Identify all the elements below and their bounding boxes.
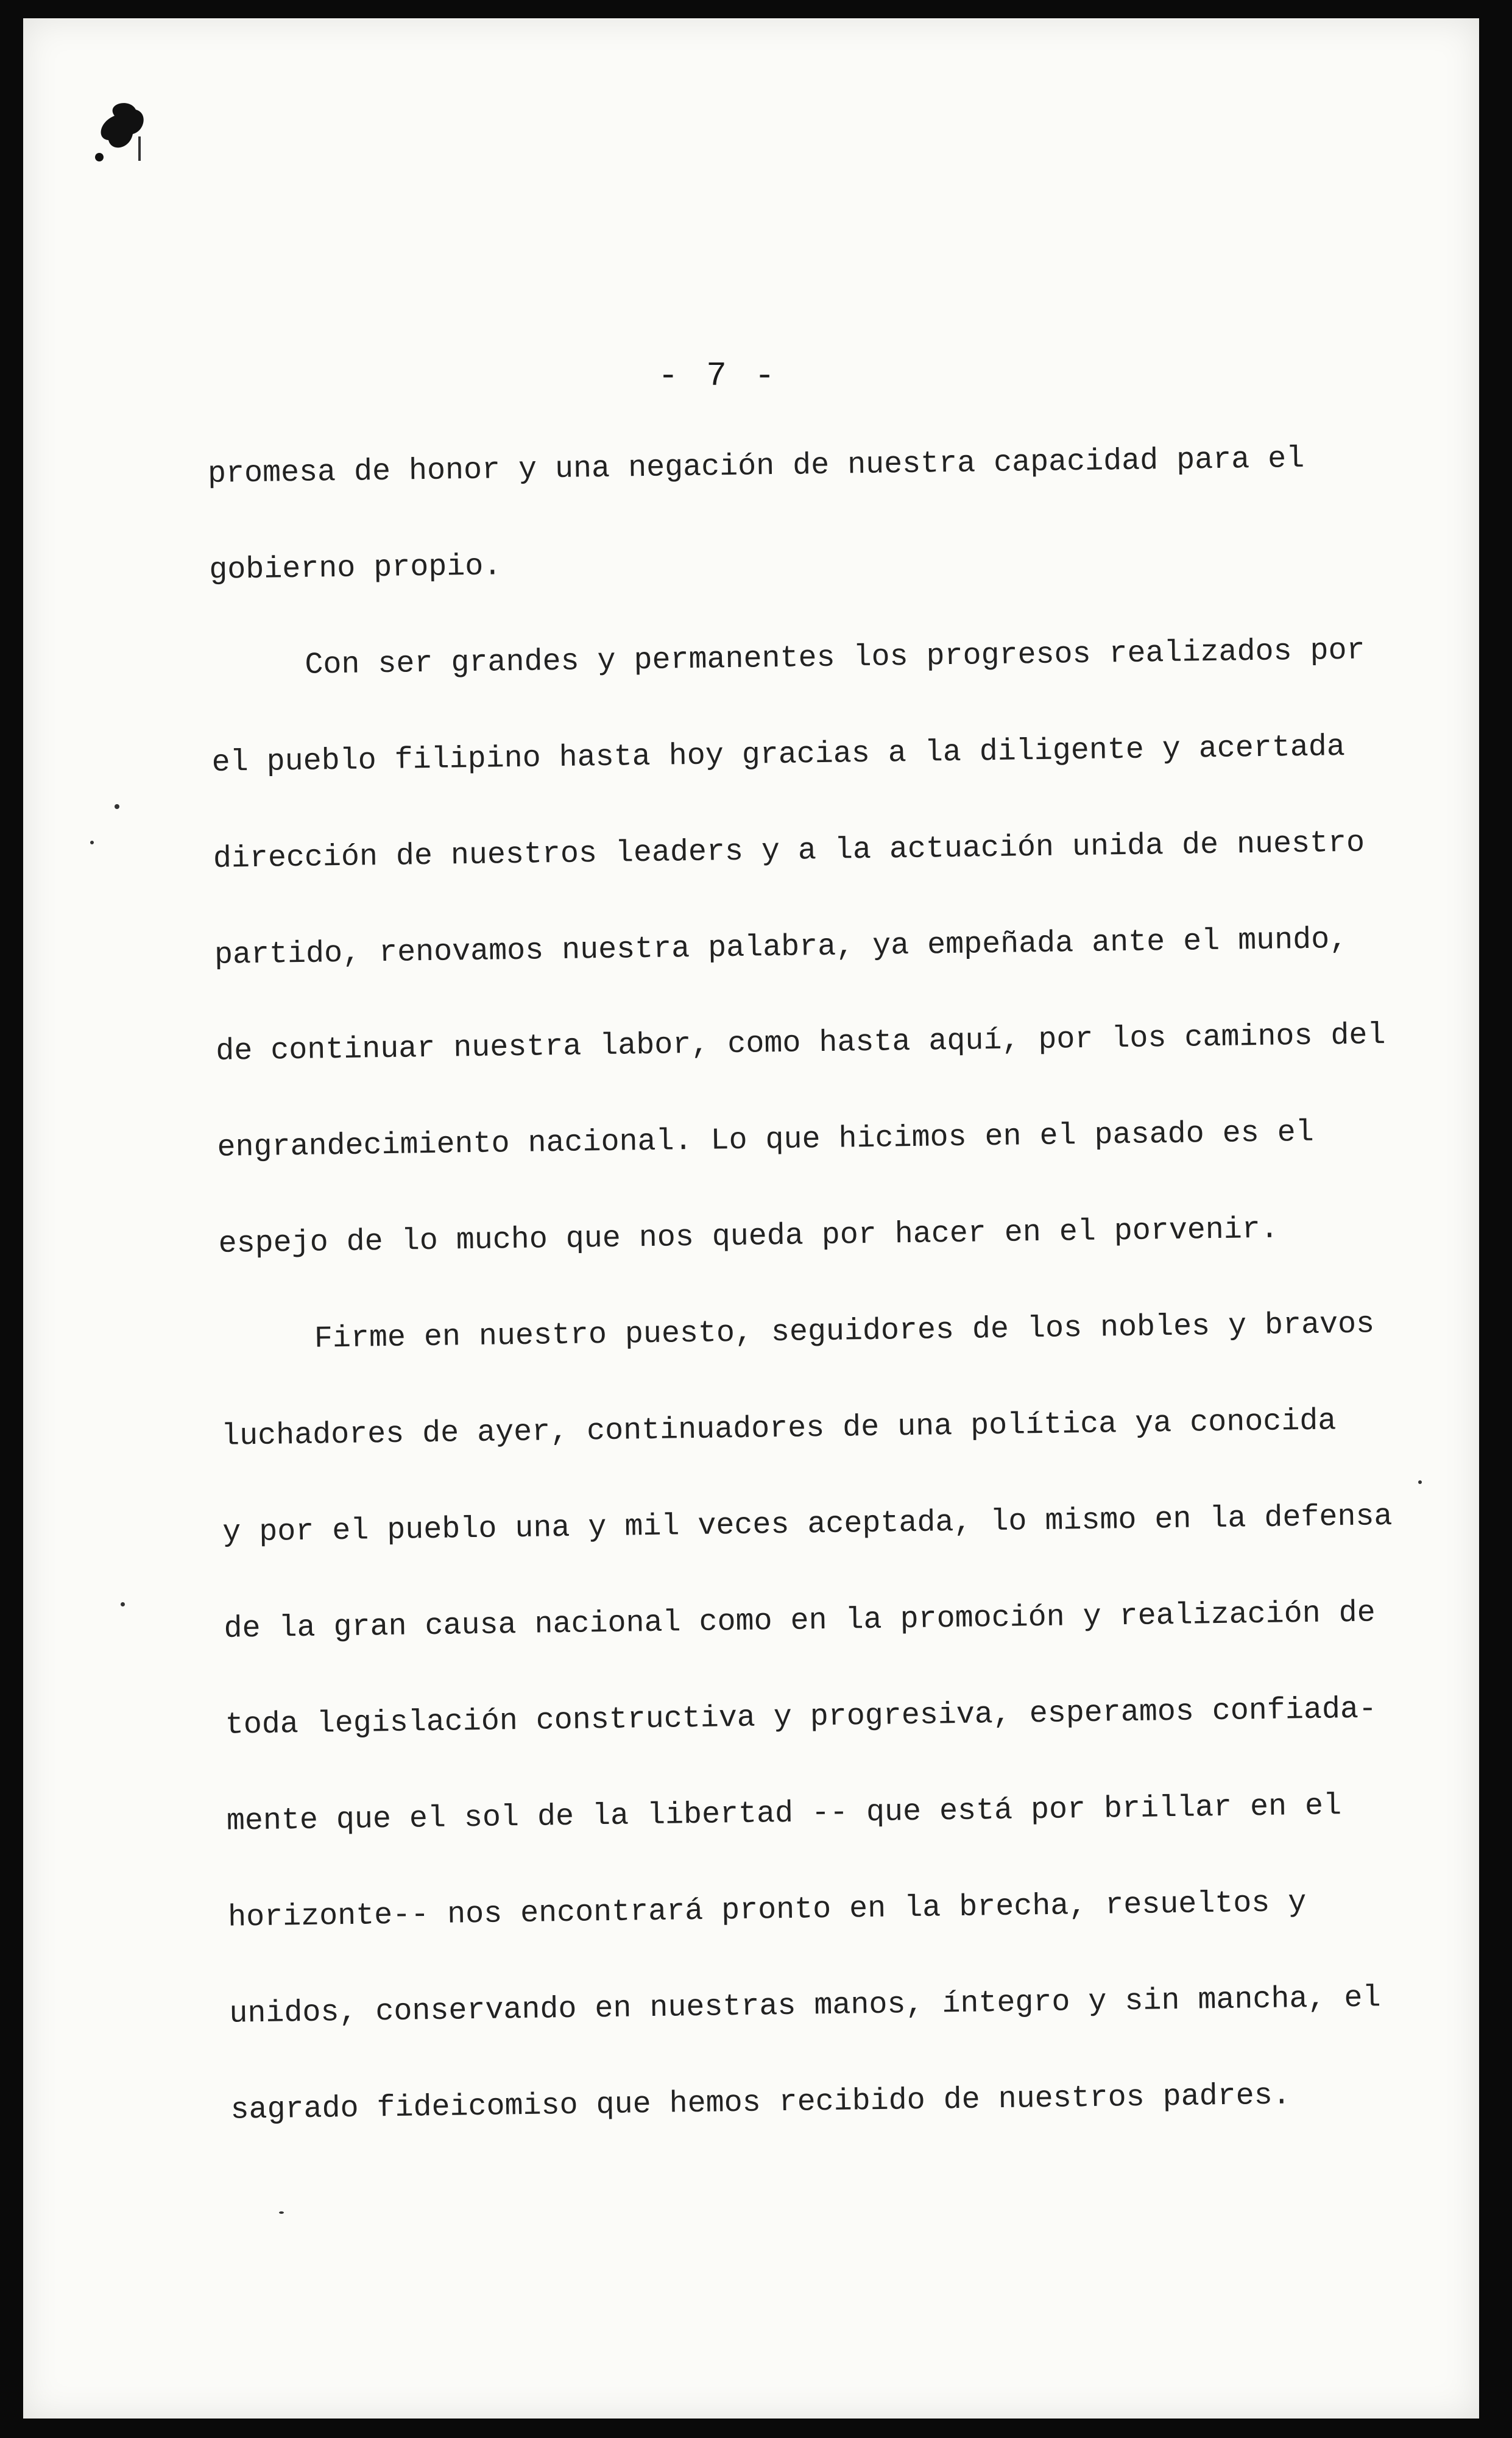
text-line: Firme en nuestro puesto, seguidores de los nobles y bravos [314,1307,1375,1357]
text-line: horizonte-- nos encontrará pronto en la brecha, resueltos y [227,1885,1307,1935]
text-line: de continuar nuestra labor, como hasta aquí, por los caminos del [215,1018,1386,1069]
typed-body-text [207,409,1438,2158]
text-line: mente que el sol de la libertad -- que está por brillar en el [226,1789,1342,1839]
text-line: engrandecimiento nacional. Lo que hicimos en el pasado es el [217,1115,1315,1165]
text-line: partido, renovamos nuestra palabra, ya empeñada ante el mundo, [214,922,1348,973]
text-line: toda legislación constructiva y progresiva, esperamos confiada- [225,1692,1377,1743]
text-line: promesa de honor y una negación de nuestra capacidad para el [207,441,1305,492]
text-line: el pueblo filipino hasta hoy gracias a la diligente y acertada [211,729,1346,780]
speck-mark [90,841,94,844]
text-line: de la gran causa nacional como en la promoción y realización de [224,1595,1376,1647]
text-line: unidos, conservando en nuestras manos, íntegro y sin mancha, el [228,1980,1381,2032]
text-line: sagrado fideicomiso que hemos recibido de nuestros padres. [230,2078,1291,2128]
text-line: Con ser grandes y permanentes los progresos realizados por [305,633,1366,683]
page-number: - 7 - [658,356,779,395]
text-line: y por el pueblo una y mil veces aceptada, lo mismo en la defensa [222,1499,1393,1550]
text-line: dirección de nuestros leaders y a la actuación unida de nuestro [213,825,1365,877]
ink-blot-mark [87,91,154,164]
speck-mark [279,2211,284,2214]
text-line: luchadores de ayer, continuadores de una política ya conocida [221,1404,1337,1454]
speck-mark [121,1602,125,1606]
speck-mark [115,804,119,809]
text-line: gobierno propio. [208,549,502,588]
text-line: espejo de lo mucho que nos queda por hacer en el porvenir. [218,1212,1279,1262]
